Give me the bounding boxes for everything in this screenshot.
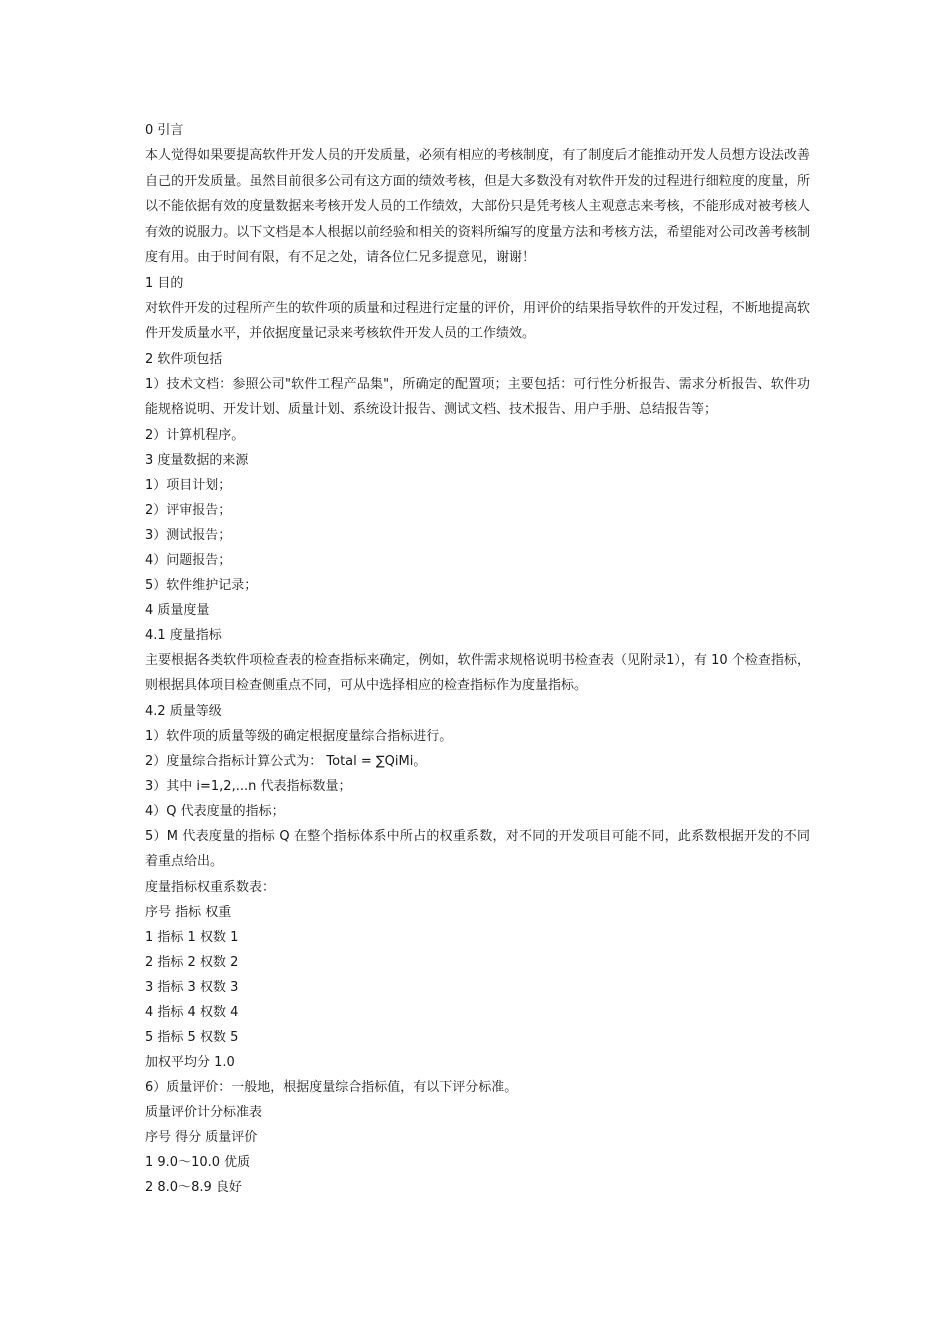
- table-row: 1 指标 1 权数 1: [145, 929, 239, 945]
- table-row: 3 指标 3 权数 3: [145, 979, 239, 995]
- table-row: 2 指标 2 权数 2: [145, 954, 239, 970]
- table-title-weights: 度量指标权重系数表：: [145, 879, 276, 895]
- paragraph-metric-indicators: 主要根据各类软件项检查表的检查指标来确定，例如，软件需求规格说明书检查表（见附录1），有 10 个检查指标，则根据具体项目检查侧重点不同，可从中选择相应的检查指标作为度量指标。: [145, 652, 810, 693]
- list-item-maintenance-record: 5）软件维护记录；: [145, 577, 258, 593]
- table-header-weights: 序号 指标 权重: [145, 904, 232, 920]
- heading-purpose: 1 目的: [145, 275, 184, 291]
- table-header-scoring: 序号 得分 质量评价: [145, 1129, 258, 1145]
- list-item-tech-docs: 1）技术文档：参照公司"软件工程产品集"，所确定的配置项；主要包括：可行性分析报告、需求分析报告、软件功能规格说明、开发计划、质量计划、系统设计报告、测试文档、技术报告、用户手册、总结报告等；: [145, 376, 810, 417]
- list-item-m-def: 5）M 代表度量的指标 Q 在整个指标体系中所占的权重系数，对不同的开发项目可能不同，此系数根据开发的不同着重点给出。: [145, 828, 810, 869]
- heading-quality-levels: 4.2 质量等级: [145, 703, 222, 719]
- table-title-scoring: 质量评价计分标准表: [145, 1104, 263, 1120]
- list-item-project-plan: 1）项目计划；: [145, 477, 232, 493]
- list-item-formula: 2）度量综合指标计算公式为： Total = ∑QiMi。: [145, 753, 427, 769]
- list-item-q-def: 4）Q 代表度量的指标；: [145, 803, 285, 819]
- heading-software-items: 2 软件项包括: [145, 351, 223, 367]
- list-item-problem-report: 4）问题报告；: [145, 552, 232, 568]
- table-row: 1 9.0～10.0 优质: [145, 1154, 251, 1170]
- list-item-level-basis: 1）软件项的质量等级的确定根据度量综合指标进行。: [145, 728, 453, 744]
- table-row: 2 8.0～8.9 良好: [145, 1179, 242, 1195]
- list-item-review-report: 2）评审报告；: [145, 502, 232, 518]
- list-item-quality-evaluation: 6）质量评价：一般地，根据度量综合指标值，有以下评分标准。: [145, 1079, 518, 1095]
- heading-data-sources: 3 度量数据的来源: [145, 452, 249, 468]
- paragraph-purpose: 对软件开发的过程所产生的软件项的质量和过程进行定量的评价，用评价的结果指导软件的开发过程，不断地提高软件开发质量水平，并依据度量记录来考核软件开发人员的工作绩效。: [145, 300, 810, 341]
- document-body: [145, 118, 810, 1200]
- heading-introduction: 0 引言: [145, 123, 184, 138]
- list-item-index-i: 3）其中 i=1,2,...n 代表指标数量；: [145, 778, 352, 794]
- table-row-weighted-average: 加权平均分 1.0: [145, 1054, 235, 1070]
- heading-metric-indicators: 4.1 度量指标: [145, 627, 222, 643]
- list-item-test-report: 3）测试报告；: [145, 527, 232, 543]
- paragraph-introduction: 本人觉得如果要提高软件开发人员的开发质量，必须有相应的考核制度，有了制度后才能推动开发人员想方设法改善自己的开发质量。虽然目前很多公司有这方面的绩效考核，但是大多数没有对软件开发的过程进行细粒度的度量，所以不能依据有效的度量数据来考核开发人员的工作绩效，大部份只是凭考核人主观意志来考核，不能形成对被考核人有效的说服力。以下文档是本人根据以前经验和相关的资料所编写的度量方法和考核方法，希望能对公司改善考核制度有用。由于时间有限，有不足之处，请各位仁兄多提意见，谢谢！: [145, 148, 810, 265]
- table-row: 5 指标 5 权数 5: [145, 1029, 239, 1045]
- table-row: 4 指标 4 权数 4: [145, 1004, 239, 1020]
- heading-quality-metrics: 4 质量度量: [145, 602, 210, 618]
- list-item-programs: 2）计算机程序。: [145, 427, 245, 443]
